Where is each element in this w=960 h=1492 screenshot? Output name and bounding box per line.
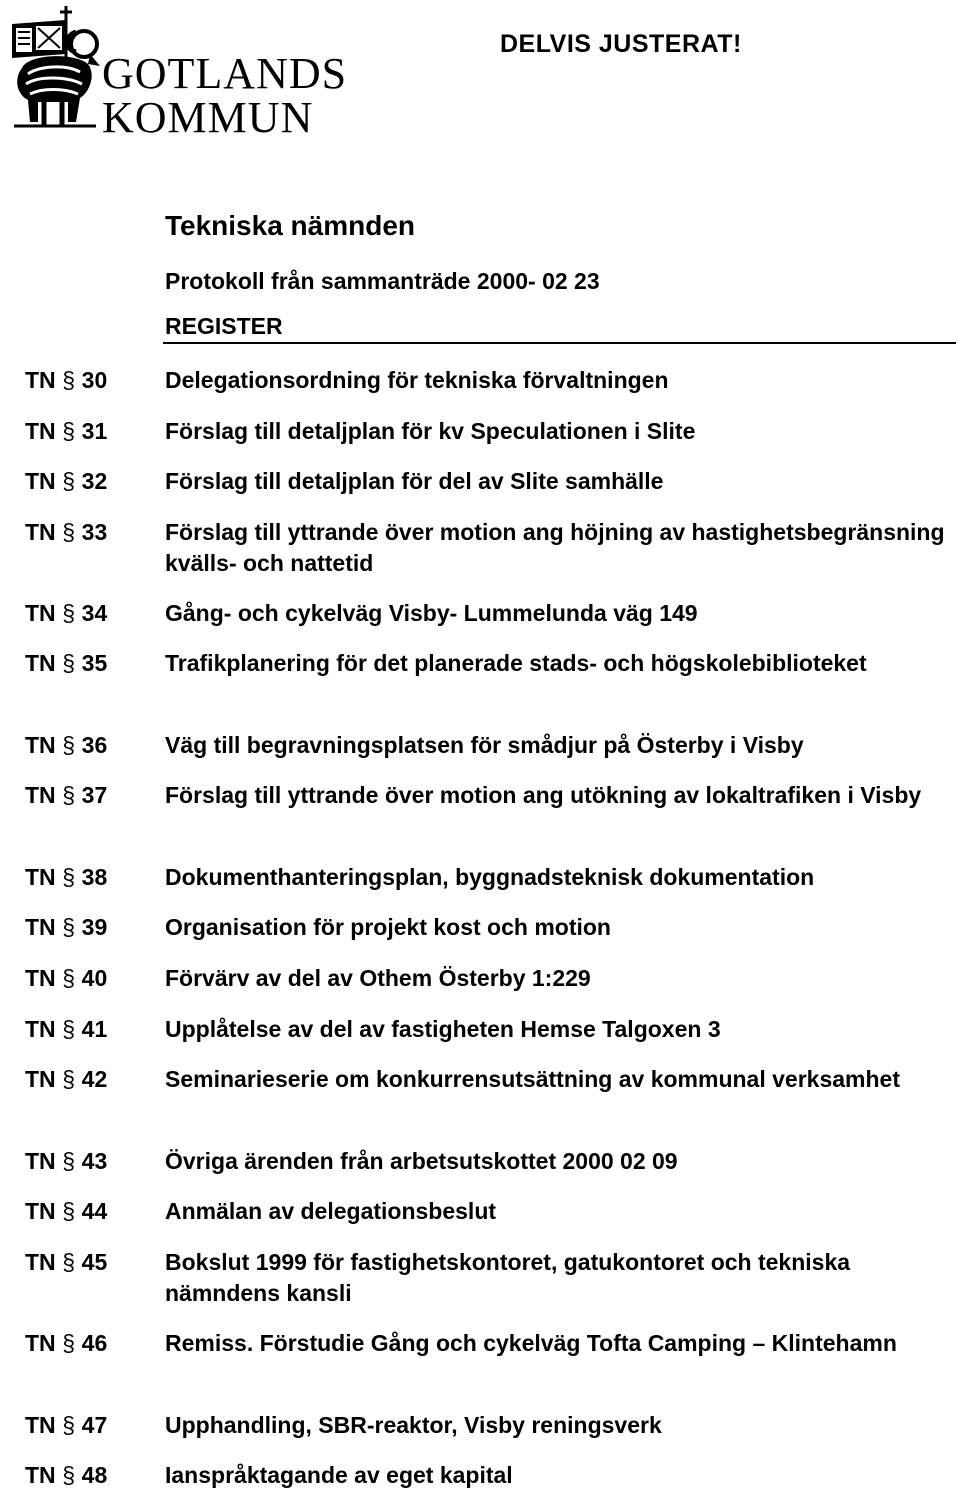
ram-emblem-icon: [4, 2, 104, 132]
entry-number: 32: [81, 468, 108, 494]
entry-title: Gång- och cykelväg Visby- Lummelunda väg 149: [165, 600, 698, 626]
section-symbol: §: [62, 1462, 76, 1488]
entry-title: Bokslut 1999 för fastighetskontoret, gatukontoret och tekniska nämndens kansli: [165, 1249, 851, 1306]
entry-title: Organisation för projekt kost och motion: [165, 914, 611, 940]
entry-number: 37: [81, 782, 108, 808]
entry-prefix: TN: [25, 1198, 56, 1224]
entry-prefix: TN: [25, 367, 56, 393]
entry-prefix: TN: [25, 1016, 56, 1042]
entry-prefix: TN: [25, 468, 56, 494]
entry-prefix: TN: [25, 1462, 56, 1488]
entry-prefix: TN: [25, 418, 56, 444]
heading-rule: [163, 342, 956, 344]
section-symbol: §: [62, 418, 76, 444]
section-symbol: §: [62, 864, 76, 890]
entry-title: Förslag till detaljplan för del av Slite samhälle: [165, 468, 664, 494]
entry-number: 39: [81, 914, 108, 940]
entry-number: 42: [81, 1066, 108, 1092]
entry-title: Förvärv av del av Othem Österby 1:229: [165, 965, 591, 991]
status-stamp: DELVIS JUSTERAT!: [500, 30, 742, 58]
entry-prefix: TN: [25, 1249, 56, 1275]
entry-number: 45: [81, 1249, 108, 1275]
entry-title: Ianspråktagande av eget kapital: [165, 1462, 513, 1488]
section-symbol: §: [62, 600, 76, 626]
entry-title: Dokumenthanteringsplan, byggnadsteknisk dokumentation: [165, 864, 815, 890]
register-heading: REGISTER: [165, 313, 283, 339]
entry-title: Upphandling, SBR-reaktor, Visby reningsverk: [165, 1412, 662, 1438]
section-symbol: §: [62, 965, 76, 991]
entry-code: [25, 416, 155, 447]
entry-code: [25, 963, 155, 994]
section-symbol: §: [62, 782, 76, 808]
entry-code: [25, 466, 155, 497]
entry-number: 46: [81, 1330, 108, 1356]
section-symbol: §: [62, 367, 76, 393]
entry-number: 30: [81, 367, 108, 393]
entry-prefix: TN: [25, 864, 56, 890]
entry-number: 41: [81, 1016, 108, 1042]
entry-code: [25, 1064, 155, 1095]
entry-code: [25, 912, 155, 943]
entry-code: [25, 365, 155, 396]
committee-title: Tekniska nämnden: [165, 210, 416, 241]
entry-number: 38: [81, 864, 108, 890]
entry-code: [25, 1146, 155, 1177]
entry-number: 48: [81, 1462, 108, 1488]
entry-code: [25, 648, 155, 679]
section-symbol: §: [62, 1016, 76, 1042]
entry-title: Väg till begravningsplatsen för smådjur på Österby i Visby: [165, 732, 804, 758]
entry-code: [25, 598, 155, 629]
entry-prefix: TN: [25, 732, 56, 758]
entry-code: [25, 1196, 155, 1227]
entry-number: 34: [81, 600, 108, 626]
entry-title: Remiss. Förstudie Gång och cykelväg Tofta Camping – Klintehamn: [165, 1330, 897, 1356]
section-symbol: §: [62, 914, 76, 940]
entry-prefix: TN: [25, 914, 56, 940]
entry-code: [25, 1247, 155, 1278]
entry-title: Förslag till detaljplan för kv Speculationen i Slite: [165, 418, 696, 444]
section-symbol: §: [62, 1412, 76, 1438]
section-symbol: §: [62, 1148, 76, 1174]
entry-code: [25, 1460, 155, 1491]
section-symbol: §: [62, 1198, 76, 1224]
entry-code: [25, 1014, 155, 1045]
entry-prefix: TN: [25, 1330, 56, 1356]
municipality-logo: [4, 2, 348, 142]
entry-number: 44: [81, 1198, 108, 1224]
entry-prefix: TN: [25, 519, 56, 545]
entry-title: Förslag till yttrande över motion ang höjning av hastighetsbegränsning kvälls- och nattetid: [165, 519, 945, 576]
entry-title: Seminarieserie om konkurrensutsättning av kommunal verksamhet: [165, 1066, 900, 1092]
entry-title: Delegationsordning för tekniska förvaltningen: [165, 367, 669, 393]
logo-text-line1: GOTLANDS: [102, 49, 348, 98]
entry-code: [25, 1328, 155, 1359]
entry-title: Trafikplanering för det planerade stads- och högskolebiblioteket: [165, 650, 867, 676]
entry-number: 35: [81, 650, 108, 676]
entry-number: 33: [81, 519, 108, 545]
entry-prefix: TN: [25, 1066, 56, 1092]
entry-prefix: TN: [25, 965, 56, 991]
entry-prefix: TN: [25, 1148, 56, 1174]
entry-number: 36: [81, 732, 108, 758]
section-symbol: §: [62, 732, 76, 758]
entry-title: Upplåtelse av del av fastigheten Hemse Talgoxen 3: [165, 1016, 721, 1042]
entry-code: [25, 730, 155, 761]
entry-code: [25, 517, 155, 548]
entry-code: [25, 780, 155, 811]
section-symbol: §: [62, 1330, 76, 1356]
entry-code: [25, 1410, 155, 1441]
entry-number: 43: [81, 1148, 108, 1174]
logo-text-line2: KOMMUN: [102, 93, 314, 142]
entry-title: Anmälan av delegationsbeslut: [165, 1198, 497, 1224]
protocol-subtitle: Protokoll från sammanträde 2000- 02 23: [165, 268, 600, 294]
entry-title: Förslag till yttrande över motion ang utökning av lokaltrafiken i Visby: [165, 782, 922, 808]
entry-number: 40: [81, 965, 108, 991]
section-symbol: §: [62, 1249, 76, 1275]
entry-number: 47: [81, 1412, 108, 1438]
entry-title: Övriga ärenden från arbetsutskottet 2000 02 09: [165, 1148, 678, 1174]
entry-number: 31: [81, 418, 108, 444]
entry-prefix: TN: [25, 600, 56, 626]
section-symbol: §: [62, 1066, 76, 1092]
section-symbol: §: [62, 650, 76, 676]
entry-prefix: TN: [25, 1412, 56, 1438]
section-symbol: §: [62, 468, 76, 494]
entry-prefix: TN: [25, 650, 56, 676]
section-symbol: §: [62, 519, 76, 545]
entry-code: [25, 862, 155, 893]
entry-prefix: TN: [25, 782, 56, 808]
